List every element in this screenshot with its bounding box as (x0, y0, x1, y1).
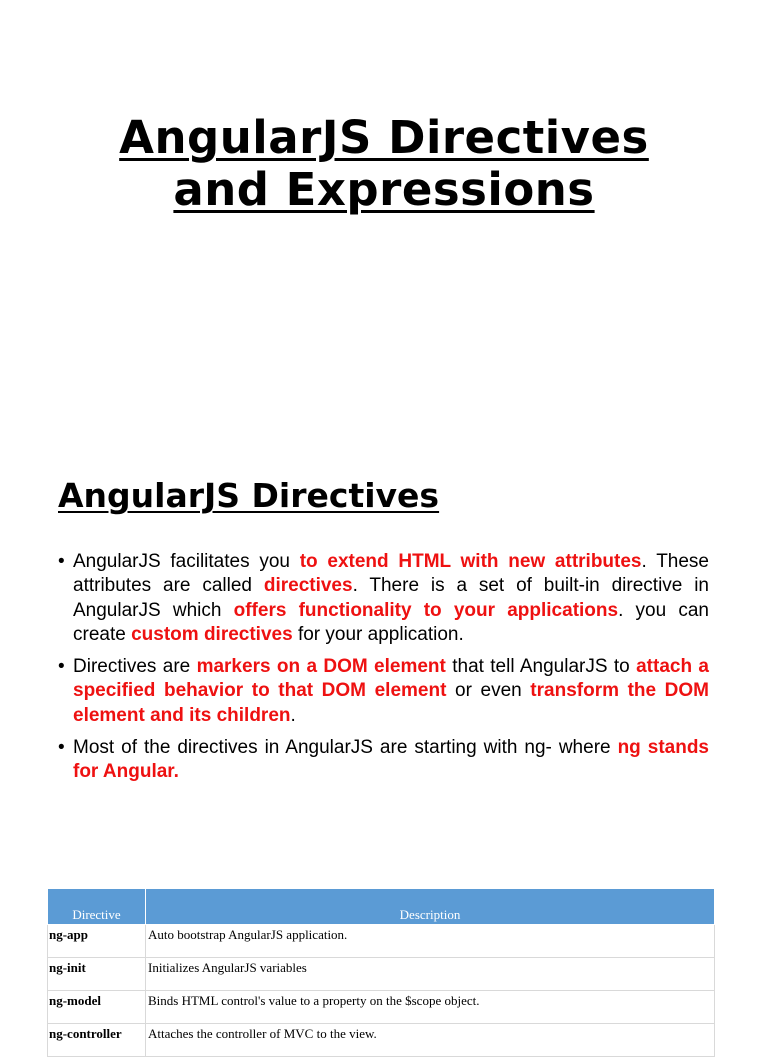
directives-table (47, 888, 715, 1057)
bullet-item-3 (58, 736, 709, 785)
directive-description: Binds HTML control's value to a property on the $scope object. (146, 991, 715, 1024)
bullet-text: for your application. (292, 623, 464, 645)
title-line-1: AngularJS Directives (119, 111, 649, 164)
directive-description: Auto bootstrap AngularJS application. (146, 925, 715, 958)
directive-name: ng-app (48, 925, 146, 958)
title-line-2: and Expressions (173, 163, 595, 216)
directive-description: Attaches the controller of MVC to the view. (146, 1024, 715, 1057)
presentation-title (0, 112, 768, 216)
bullet-text: . you can create (73, 599, 710, 645)
section-heading: AngularJS Directives (58, 476, 440, 515)
highlight-text: markers on a DOM element (196, 656, 446, 678)
highlight-text: attach a specified behavior to that DOM element (73, 656, 709, 702)
bullet-text: or even (446, 680, 531, 702)
column-header-directive: Directive (48, 889, 146, 925)
bullet-icon: • (58, 737, 65, 759)
table-row (48, 991, 715, 1024)
bullet-list (58, 550, 709, 793)
bullet-text: . There is a set of built-in directive in AngularJS which (73, 575, 710, 621)
bullet-icon: • (58, 551, 65, 572)
bullet-text: that tell AngularJS to (445, 656, 637, 678)
bullet-text: . (290, 704, 296, 726)
content-slide (0, 430, 768, 1041)
directive-name: ng-controller (48, 1024, 146, 1057)
column-header-description: Description (146, 889, 715, 925)
bullet-text: AngularJS facilitates you (73, 551, 300, 572)
directive-description: Initializes AngularJS variables (146, 958, 715, 991)
bullet-text: Most of the directives in AngularJS are starting with ng- where (73, 737, 618, 759)
highlight-text: transform the DOM element and its children (73, 680, 709, 726)
directive-name: ng-init (48, 958, 146, 991)
highlight-text: to extend HTML with new attributes (299, 551, 642, 572)
highlight-text: offers functionality to your applications (233, 599, 619, 621)
directive-name: ng-model (48, 991, 146, 1024)
table-row (48, 925, 715, 958)
highlight-text: custom directives (131, 623, 293, 645)
bullet-text: . These attributes are called (73, 551, 709, 597)
table-header-row (48, 889, 715, 925)
bullet-item-2 (58, 655, 709, 728)
bullet-item-1 (58, 550, 709, 647)
table-row (48, 958, 715, 991)
highlight-text: ng stands for Angular. (73, 737, 709, 783)
bullet-text: Directives are (73, 656, 197, 678)
bullet-icon: • (58, 656, 65, 678)
table-row (48, 1024, 715, 1057)
title-slide (0, 0, 768, 430)
highlight-text: directives (263, 575, 353, 597)
